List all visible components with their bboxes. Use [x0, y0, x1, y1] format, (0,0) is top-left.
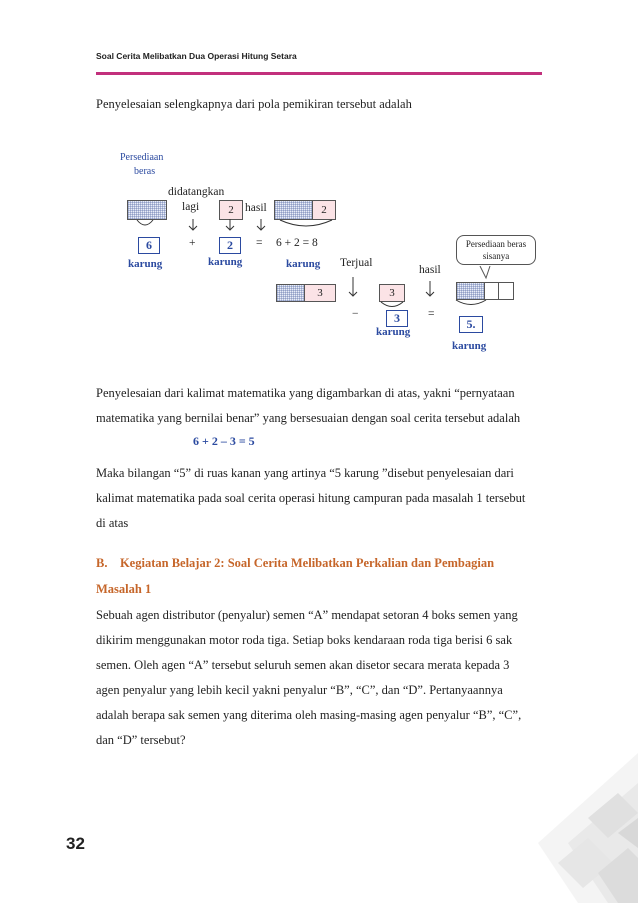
unit-karung-3: karung	[286, 258, 321, 270]
arrow-down-icon	[347, 276, 359, 298]
brace-icon	[278, 218, 334, 232]
problem-line: dikirim menggunakan motor roda tiga. Setiap boks kendaraan roda tiga berisi 6 sak	[96, 633, 513, 647]
intro-text: Penyelesaian selengkapnya dari pola pemikiran tersebut adalah	[96, 97, 412, 111]
combined-pink-box	[312, 200, 336, 220]
result-label-2: hasil	[419, 264, 441, 276]
page-number: 32	[66, 834, 85, 853]
equals-sign-2: =	[428, 308, 435, 320]
combined-pink-value: 2	[321, 204, 327, 216]
sold-portion-value: 3	[317, 287, 323, 299]
equation: 6 + 2 – 3 = 5	[193, 434, 255, 448]
paragraph-1	[96, 381, 542, 431]
unit-karung-5: karung	[452, 340, 487, 352]
paragraph-2-line-1: Maka bilangan “5” di ruas kanan yang artinya “5 karung ”disebut penyelesaian dari	[96, 466, 514, 480]
arrow-down-icon	[187, 218, 199, 232]
brought-box-value: 2	[228, 204, 234, 216]
empty-slot-box	[498, 282, 514, 300]
brace-icon	[454, 298, 488, 310]
sold-box-value: 3	[389, 287, 395, 299]
problem-line: agen penyalur yang lebih kecil yakni penyalur “B”, “C”, dan “D”. Pertanyaannya	[96, 683, 503, 697]
sold-portion-box	[304, 284, 336, 302]
plus-sign: +	[189, 237, 196, 249]
problem-line: semen. Oleh agen “A” tersebut seluruh semen akan disetor secara merata kepada 3	[96, 658, 510, 672]
equals-sign-1: =	[256, 237, 263, 249]
initial-stock-box	[127, 200, 167, 220]
arrow-down-icon	[135, 218, 155, 234]
arrow-down-icon	[424, 280, 436, 298]
unit-karung-4: karung	[376, 326, 411, 338]
brought-box	[219, 200, 243, 220]
paragraph-2-line-3: di atas	[96, 516, 129, 530]
minus-sign: −	[352, 308, 359, 320]
problem-title: Masalah 1	[96, 582, 152, 596]
stock-before-sale-box	[276, 284, 306, 302]
three-box: 3	[386, 310, 408, 327]
paragraph-1-line-1: Penyelesaian dari kalimat matematika yang digambarkan di atas, yakni “pernyataan	[96, 386, 515, 400]
two-box: 2	[219, 237, 241, 254]
arrow-down-icon	[224, 218, 236, 232]
remaining-callout: Persediaan beras sisanya	[456, 235, 536, 265]
problem-line: dan “D” tersebut?	[96, 733, 186, 747]
brought-label-line1: didatangkan	[168, 186, 225, 198]
header-rule	[96, 72, 542, 75]
problem-line: adalah berapa sak semen yang diterima oleh masing-masing agen penyalur “B”, “C”,	[96, 708, 522, 722]
callout-pointer	[478, 266, 494, 280]
unit-karung-2: karung	[208, 256, 243, 268]
stock-label-line1: Persediaan	[120, 152, 164, 163]
five-box: 5.	[459, 316, 483, 333]
unit-karung-1: karung	[128, 258, 163, 270]
sum-expression: 6 + 2 = 8	[276, 237, 318, 249]
sold-label: Terjual	[340, 257, 373, 269]
stock-label-line2: beras	[134, 166, 156, 177]
section-heading: B. Kegiatan Belajar 2: Soal Cerita Melibatkan Perkalian dan Pembagian	[96, 556, 495, 570]
paragraph-1-line-2: matematika yang bernilai benar” yang bersesuaian dengan soal cerita tersebut adalah	[96, 411, 521, 425]
paragraph-2	[96, 461, 542, 536]
arrow-down-icon	[255, 218, 267, 232]
result-label-1: hasil	[245, 202, 267, 214]
brought-label-line2: lagi	[182, 201, 200, 213]
combined-stock-box	[274, 200, 314, 220]
problem-line: Sebuah agen distributor (penyalur) semen “A” mendapat setoran 4 boks semen yang	[96, 608, 518, 622]
problem-text	[96, 603, 542, 753]
running-header: Soal Cerita Melibatkan Dua Operasi Hitung Setara	[96, 51, 297, 61]
paragraph-2-line-2: kalimat matematika pada soal cerita operasi hitung campuran pada masalah 1 tersebut	[96, 491, 526, 505]
six-box: 6	[138, 237, 160, 254]
decorative-corner-pattern	[478, 723, 638, 903]
